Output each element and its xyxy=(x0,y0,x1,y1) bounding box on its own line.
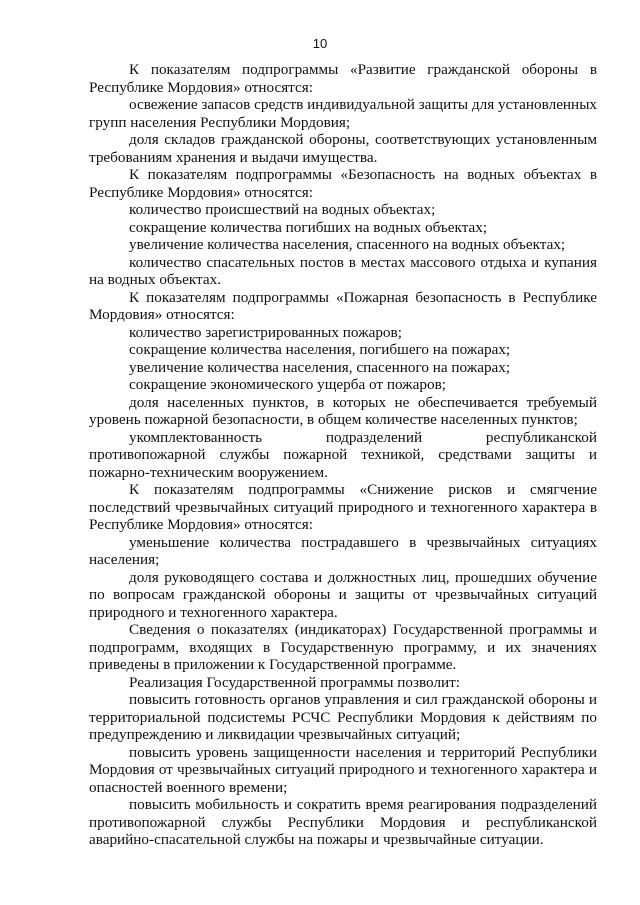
paragraph: повысить мобильность и сократить время реагирования подразделений противопожарной службы Республики Мордовия и республиканской аварийно-спасательной службы на пожары и чрезвычайные ситуации. xyxy=(89,796,597,848)
paragraph: укомплектованность подразделений республиканской противопожарной службы пожарной техникой, средствами защиты и пожарно-техническим вооружением. xyxy=(89,428,597,481)
paragraph: доля населенных пунктов, в которых не обеспечивается требуемый уровень пожарной безопасности, в общем количестве населенных пунктов; xyxy=(89,393,597,428)
paragraph: К показателям подпрограммы «Пожарная безопасность в Республике Мордовия» относятся: xyxy=(89,288,597,323)
paragraph: Реализация Государственной программы позволит: xyxy=(129,673,461,691)
paragraph: количество спасательных постов в местах массового отдыха и купания на водных объектах. xyxy=(89,253,597,288)
paragraph: сокращение количества населения, погибшего на пожарах; xyxy=(129,341,511,358)
document-body xyxy=(89,61,597,849)
paragraph: сокращение количества погибших на водных объектах; xyxy=(129,218,488,236)
paragraph: К показателям подпрограммы «Снижение рисков и смягчение последствий чрезвычайных ситуаций природного и техногенного характера в Республике Мордовия» относятся: xyxy=(89,481,597,533)
paragraph: повысить уровень защищенности населения и территорий Республики Мордовия от чрезвычайных ситуаций природного и техногенного характера и опасностей военного времени; xyxy=(89,743,597,796)
paragraph: уменьшение количества пострадавшего в чрезвычайных ситуациях населения; xyxy=(89,533,597,568)
paragraph: увеличение количества населения, спасенного на водных объектах; xyxy=(129,236,566,253)
paragraph: повысить готовность органов управления и сил гражданской обороны и территориальной подсистемы РСЧС Республики Мордовия к действиям по предупреждению и ликвидации чрезвычайных ситуаций; xyxy=(89,691,597,743)
paragraph: сокращение экономического ущерба от пожаров; xyxy=(129,376,446,393)
paragraph: Сведения о показателях (индикаторах) Государственной программы и подпрограмм, входящих в Государственную программу, и их значениях приведены в приложении к Государственной программе. xyxy=(89,621,597,673)
paragraph: количество происшествий на водных объектах; xyxy=(129,201,436,218)
page-number: 10 xyxy=(312,36,328,51)
paragraph: количество зарегистрированных пожаров; xyxy=(129,323,402,341)
paragraph: доля руководящего состава и должностных лиц, прошедших обучение по вопросам гражданской обороны и защиты от чрезвычайных ситуаций природного и техногенного характера. xyxy=(89,568,597,621)
paragraph: К показателям подпрограммы «Развитие гражданской обороны в Республике Мордовия» относятся: xyxy=(89,61,597,96)
paragraph: К показателям подпрограммы «Безопасность на водных объектах в Республике Мордовия» относятся: xyxy=(89,166,597,201)
paragraph: освежение запасов средств индивидуальной защиты для установленных групп населения Республики Мордовия; xyxy=(89,96,597,131)
paragraph: доля складов гражданской обороны, соответствующих установленным требованиям хранения и выдачи имущества. xyxy=(89,131,597,166)
paragraph: увеличение количества населения, спасенного на пожарах; xyxy=(129,358,511,376)
